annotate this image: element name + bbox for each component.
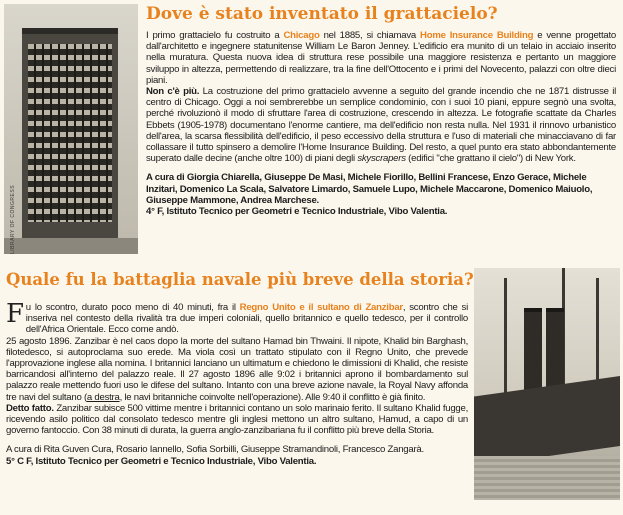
drop-cap: F (6, 299, 24, 329)
article-body (6, 299, 468, 467)
paragraph-history: Non c'è più. La costruzione del primo grattacielo avvenne a seguito del grande incendio che ne 1871 distrusse il centro di Chicago. Oggi a noi sembrerebbe un semplice condominio, con i suoi 10 piani, eppure segnò una svolta, perché rivoluzionò il modo di sfruttare l'area di costruzione, crescendo in altezza. Le fotografie scattate da Charles Ebbets (1905-1978) documentano l'enorme cantiere, ma dell'edificio non resta nulla. Nel 1931 il rinnovo urbanistico dell'area, la scarsa flessibilità dell'edificio, il peso eccessivo della struttura e l'uso di materiali che minacciavano di far collassare il tutto spinsero a demolire l'Home Insurance Building. Del resto, a quel punto era stato abbondantemente superato dalle decine (anche oltre 100) di piani degli skyscrapers (edifici "che grattano il cielo") di New York. (146, 86, 616, 165)
highlight-city: Chicago (283, 30, 320, 41)
credits: A cura di Giorgia Chiarella, Giuseppe De Masi, Michele Fiorillo, Bellini Francese, Enzo Gerace, Michele Inzitari, Domenico La Scala, Salvatore Limardo, Samuele Lupo, Michele Maccarone, Domenico Maiuolo, Giuseppe Mammone, Andrea Marchese. 4° F, Istituto Tecnico per Geometri e Tecnico Industriale, Vibo Valentia. (146, 172, 593, 218)
school-line: 4° F, Istituto Tecnico per Geometri e Tecnico Industriale, Vibo Valentia. (146, 206, 448, 218)
building-illustration (22, 28, 118, 252)
home-insurance-building-photo (4, 4, 138, 254)
article-body (146, 30, 616, 217)
reference-right: a destra (86, 391, 120, 403)
lead-in: Detto fatto. (6, 402, 54, 414)
highlight-building: Home Insurance Building (420, 30, 534, 41)
paragraph-intro: Fu lo scontro, durato poco meno di 40 minuti, fra il Regno Unito e il sultano di Zanzibar, scontro che si inseriva nel contesto della rivalità tra due imperi coloniali, quello britannico e quello tedesco, per il controllo dell'Africa Orientale. Ecco come andò. 25 agosto 1896. Zanzibar è nel caos dopo la morte del sultano Hamad bin Thwaini. Il nipote, Khalid bin Barghash, filotedesco, si autoproclama suo erede. Ma viola così un trattato stipulato con il Regno Unito, che prevede l'approvazione inglese alla nomina. I britannici lanciano un ultimatum e chiedono le dimissioni di Khalid, che resiste barricandosi all'interno del palazzo reale. Il 27 agosto 1896 alle 9:02 i britannici aprono il bombardamento sul palazzo reale mettendo fuori uso le difese del sultano. Intanto con una breve azione navale, la Royal Navy affonda tre navi del sultano (a destra, le navi britanniche coinvolte nell'operazione). Alle 9:40 il conflitto è già finito. (6, 299, 468, 403)
photo-credit: LIBRARY OF CONGRESS (10, 184, 16, 254)
credits: A cura di Rita Guven Cura, Rosario Iannello, Sofia Sorbilli, Giuseppe Stramandinoli, Francesco Zangarà. 5° C F, Istituto Tecnico per Geometri e Tecnico Industriale, Vibo Valentia. (6, 444, 424, 467)
article-title: Dove è stato inventato il grattacielo? (146, 4, 498, 24)
lead-in: Non c'è più. (146, 86, 200, 98)
highlight-parties: Regno Unito e il sultano di Zanzibar (239, 302, 403, 313)
article-title: Quale fu la battaglia navale più breve della storia? (6, 270, 474, 289)
paragraph-intro: I primo grattacielo fu costruito a Chicago nel 1885, si chiamava Home Insurance Building e venne progettato dall'architetto e ingegnere statunitense William Le Baron Jenney. L'edificio era munito di un telaio in acciaio inserito nella muratura. Questa nuova idea di struttura rese possibile una maggiore resistenza e pertanto un maggiore sviluppo in altezza, permettendo di realizzare, tra la fine dell'Ottocento e i primi del Novecento, palazzi con oltre dieci piani. (146, 30, 616, 86)
school-line: 5° C F, Istituto Tecnico per Geometri e Tecnico Industriale, Vibo Valentia. (6, 455, 317, 467)
british-warship-photo (474, 268, 620, 500)
paragraph-outcome: Detto fatto. Zanzibar subisce 500 vittime mentre i britannici contano un solo marinaio ferito. Il sultano Khalid fugge, ricevendo asilo politico dal consolato tedesco mentre gli inglesi mettono un altro sultano, Hamud, a capo di un governo fantoccio. Con 38 minuti di durata, la guerra anglo-zanzibariana fu il conflitto più breve della Storia. (6, 402, 468, 437)
article-naval-battle (0, 262, 623, 515)
